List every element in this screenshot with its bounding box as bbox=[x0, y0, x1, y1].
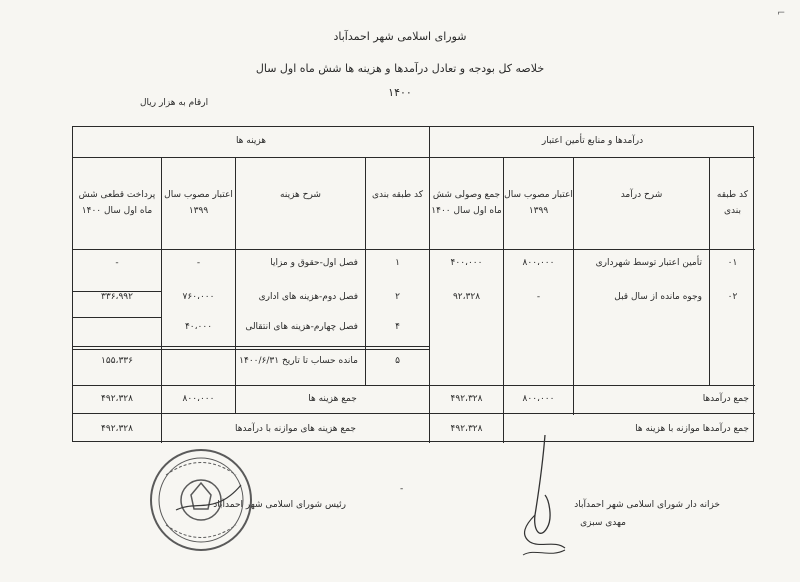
expense-balance-value: ۴۹۲،۳۲۸ bbox=[101, 424, 133, 434]
separator-dash: - bbox=[400, 484, 404, 494]
income-total-approved: ۸۰۰،۰۰۰ bbox=[522, 394, 555, 404]
income-row-collected: ۴۰۰،۰۰۰ bbox=[450, 258, 483, 268]
income-row-collected: ۹۲،۳۲۸ bbox=[452, 292, 481, 302]
income-row-approved: - bbox=[536, 292, 541, 302]
expense-row-paid: ۳۳۶،۹۹۲ bbox=[101, 292, 133, 302]
expense-row-approved: - bbox=[196, 258, 201, 268]
income-row-desc: تأمین اعتبار توسط شهرداری bbox=[595, 258, 702, 268]
budget-table bbox=[72, 126, 754, 442]
expense-row-desc: فصل اول-حقوق و مزایا bbox=[270, 258, 358, 268]
income-col-desc: شرح درآمد bbox=[620, 190, 663, 200]
income-total-label: جمع درآمدها bbox=[702, 394, 749, 404]
expense-row-code: ۵ bbox=[395, 356, 400, 366]
expense-row-approved: ۴۰،۰۰۰ bbox=[184, 322, 213, 332]
income-balance-label: جمع درآمدها موازنه با هزینه ها bbox=[635, 424, 749, 434]
expense-row-paid: - bbox=[115, 258, 119, 268]
expense-row-desc: فصل چهارم-هزینه های انتقالی bbox=[245, 322, 358, 332]
expense-row-code: ۱ bbox=[395, 258, 400, 268]
expense-row-paid: ۱۵۵،۳۳۶ bbox=[101, 356, 133, 366]
expense-row-desc: فصل دوم-هزینه های اداری bbox=[258, 292, 358, 302]
document-year: ۱۴۰۰ bbox=[388, 86, 412, 99]
org-name: شورای اسلامی شهر احمدآباد bbox=[333, 30, 467, 43]
expense-balance-label: جمع هزینه های موازنه با درآمدها bbox=[235, 424, 356, 434]
income-row-desc: وجوه مانده از سال قبل bbox=[614, 292, 702, 302]
income-row-code: ۰۲ bbox=[727, 292, 738, 302]
treasurer-name: مهدی سبزی bbox=[580, 518, 626, 528]
expense-col-code: کد طبقه بندی bbox=[372, 190, 423, 200]
expense-row-code: ۴ bbox=[395, 322, 400, 332]
income-section-header: درآمدها و منابع تأمین اعتبار bbox=[541, 136, 644, 146]
income-row-code: ۰۱ bbox=[727, 258, 738, 268]
expense-col-desc: شرح هزینه bbox=[280, 190, 321, 200]
chairman-title: رئیس شورای اسلامی شهر احمدآباد bbox=[213, 500, 346, 510]
income-row-approved: ۸۰۰،۰۰۰ bbox=[522, 258, 555, 268]
expense-total-approved: ۸۰۰،۰۰۰ bbox=[182, 394, 215, 404]
income-col-code: کد طبقه بندی bbox=[716, 190, 749, 216]
expense-row-approved: ۷۶۰،۰۰۰ bbox=[182, 292, 215, 302]
expense-total-paid: ۴۹۲،۳۲۸ bbox=[101, 394, 133, 404]
income-total-collected: ۴۹۲،۳۲۸ bbox=[450, 394, 483, 404]
expense-col-paid: پرداخت قطعی شش ماه اول سال ۱۴۰۰ bbox=[78, 190, 156, 216]
income-col-approved: اعتبار مصوب سال ۱۳۹۹ bbox=[504, 190, 573, 216]
expense-total-label: جمع هزینه ها bbox=[308, 394, 357, 404]
expense-section-header: هزینه ها bbox=[235, 136, 267, 146]
treasurer-signature bbox=[505, 430, 585, 570]
document-title: خلاصه کل بودجه و تعادل درآمدها و هزینه ها شش ماه اول سال bbox=[255, 62, 545, 75]
official-seal-stamp bbox=[146, 445, 256, 555]
income-col-collected: جمع وصولی شش ماه اول سال ۱۴۰۰ bbox=[431, 190, 502, 216]
income-balance-value: ۴۹۲،۳۲۸ bbox=[450, 424, 483, 434]
expense-row-code: ۲ bbox=[395, 292, 400, 302]
unit-note: ارقام به هزار ریال bbox=[140, 98, 209, 108]
corner-mark: ⌐ bbox=[777, 8, 786, 19]
expense-col-approved: اعتبار مصوب سال ۱۳۹۹ bbox=[164, 190, 233, 216]
expense-row-desc: مانده حساب تا تاریخ ۱۴۰۰/۶/۳۱ bbox=[239, 356, 358, 366]
treasurer-title: خزانه دار شورای اسلامی شهر احمدآباد bbox=[574, 500, 720, 510]
